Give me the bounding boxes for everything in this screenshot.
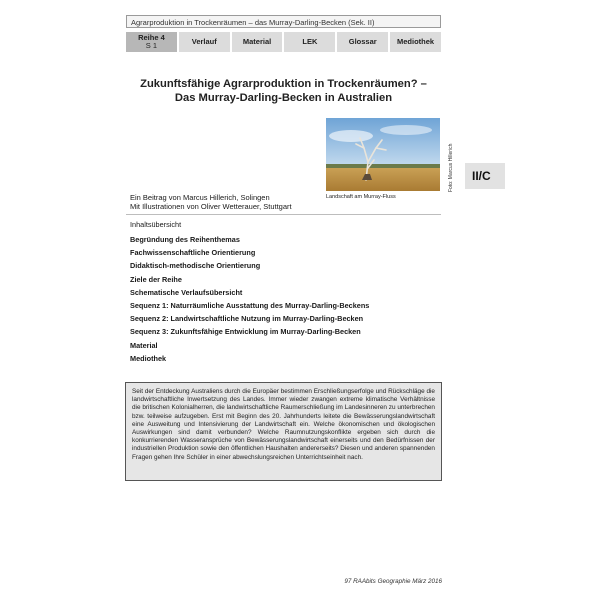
page-title [126, 77, 441, 105]
navigation-bar [126, 32, 441, 52]
toc-item: Mediothek [130, 353, 167, 363]
toc-heading: Inhaltsübersicht [130, 220, 182, 229]
toc-item: Begründung des Reihenthemas [130, 235, 240, 244]
toc-item: Schematische Verlaufsübersicht [130, 287, 243, 297]
toc-item: Material [130, 340, 158, 350]
page-number: S 1 [145, 41, 158, 50]
authors [130, 193, 292, 211]
divider [126, 214, 441, 215]
breadcrumb: Agrarproduktion in Trockenräumen – das Murray-Darling-Becken (Sek. II) [126, 15, 441, 28]
photo-credit: Foto: Marcus Hillerich [448, 143, 454, 192]
landscape-photo-graphic [326, 118, 440, 191]
tab-mediothek[interactable]: Mediothek [390, 32, 441, 52]
title-line-1: Zukunftsfähige Agrarproduktion in Trockenräumen? – [140, 78, 427, 90]
section-tab: II/C [465, 163, 505, 189]
landscape-photo [326, 118, 440, 191]
toc-item: Ziele der Reihe [130, 274, 182, 284]
series-label: Reihe 4 [138, 33, 165, 42]
author-line: Ein Beitrag von Marcus Hillerich, Solingen [130, 193, 270, 202]
tab-material[interactable]: Material [232, 32, 283, 52]
illustrator-line: Mit Illustrationen von Oliver Wetterauer, Stuttgart [130, 202, 292, 211]
tab-series[interactable] [126, 32, 177, 52]
page-footer: 97 RAAbits Geographie März 2016 [344, 578, 442, 585]
tab-verlauf[interactable]: Verlauf [179, 32, 230, 52]
tab-lek[interactable]: LEK [284, 32, 335, 52]
toc-item: Sequenz 1: Naturräumliche Ausstattung des Murray-Darling-Beckens [130, 300, 370, 310]
table-of-contents [130, 235, 369, 367]
toc-item: Sequenz 2: Landwirtschaftliche Nutzung im Murray-Darling-Becken [130, 314, 364, 324]
photo-caption: Landschaft am Murray-Fluss [326, 194, 396, 200]
toc-item: Sequenz 3: Zukunftsfähige Entwicklung im Murray-Darling-Becken [130, 327, 361, 337]
tab-glossar[interactable]: Glossar [337, 32, 388, 52]
title-line-2: Das Murray-Darling-Becken in Australien [174, 92, 393, 104]
toc-item: Fachwissenschaftliche Orientierung [130, 248, 256, 258]
abstract-box: Seit der Entdeckung Australiens durch die Europäer bestimmen Erschließungserfolge und Rückschläge die landwirtschaftliche Inwertsetzung des Landes. Immer wieder zwangen extreme klimatische Verhältnisse die britischen Kolonialherren, die landwirtschaftliche Raumerschließung im Landesinneren zu unterbrechen bzw. teilweise aufzugeben. Erst mit Beginn des 20. Jahrhunderts leitete die Bewässerungslandwirtschaft eine Ausweitung und Intensivierung der Landwirtschaft ein. Welche ökonomischen und ökologischen Auswirkungen sind damit verbunden? Welche Raumnutzungskonflikte ergeben sich durch die konkurrierenden Wasseransprüche von Bewässerungslandwirtschaft einerseits und den Bedürfnissen der industriellen Produktion sowie den öffentlichen Haushalten andererseits? Diesen und anderen spannenden Fragen gehen Ihre Schüler in einer abwechslungsreichen Unterrichtseinheit nach. [125, 382, 442, 481]
toc-item: Didaktisch-methodische Orientierung [130, 261, 261, 271]
